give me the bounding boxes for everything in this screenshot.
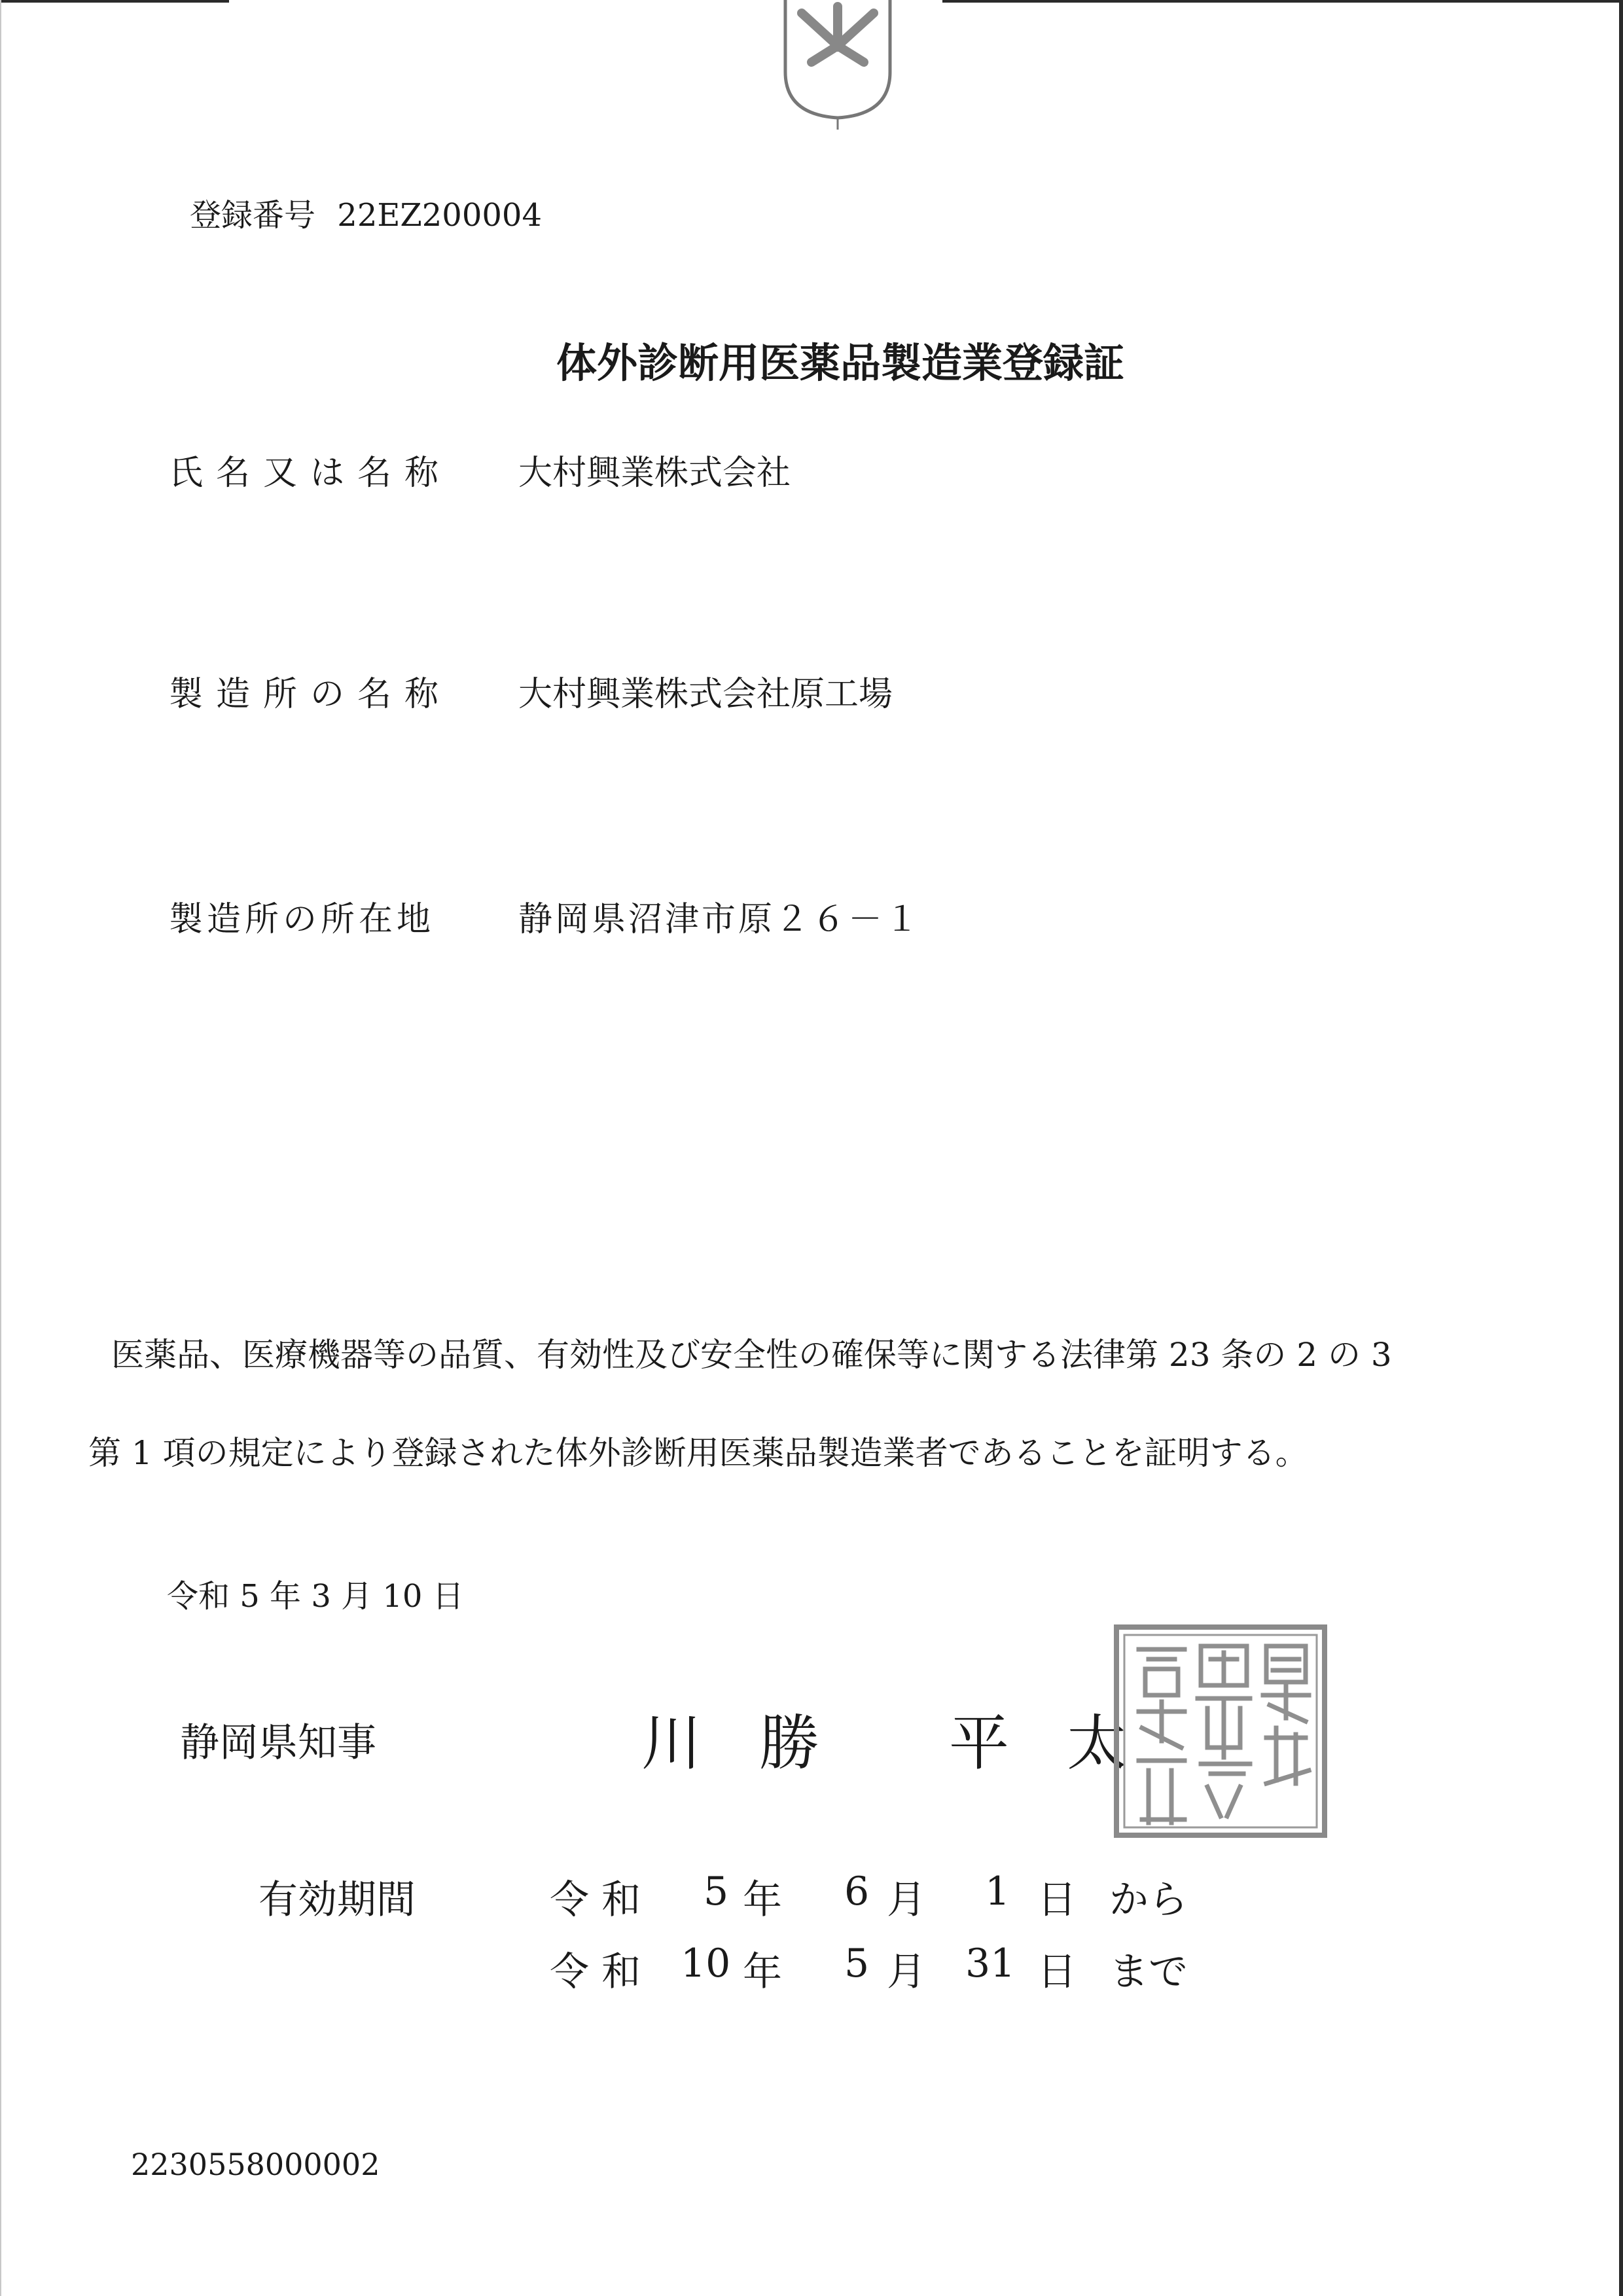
field-label-facility-name: 製造所の名称 [169,675,452,714]
issue-date: 令和 5 年 3 月 10 日 [167,1578,464,1615]
top-rule-left [0,0,229,3]
validity-to-year: 10 [681,1941,731,1986]
document-title: 体外診断用医薬品製造業登録証 [556,339,1125,387]
validity-from-month: 6 [844,1869,870,1914]
field-value-name: 大村興業株式会社 [518,454,791,493]
certification-text-line-2: 第 1 項の規定により登録された体外診断用医薬品製造業者であることを証明する。 [88,1434,1308,1472]
page-edge-right [1619,0,1623,2296]
validity-to-suffix: まで [1109,1949,1188,1995]
validity-from-era: 令 和 [550,1877,641,1923]
validity-to-month-unit: 月 [887,1949,926,1995]
signature-char-1: 川 [641,1708,702,1778]
validity-to-era: 令 和 [550,1949,641,1995]
seal-text: 静岡県知事之印 [1113,1613,1186,1626]
field-value-facility-name: 大村興業株式会社原工場 [518,675,893,714]
signature-char-3: 平 [949,1708,1010,1778]
stamp-top-partial [772,0,903,131]
validity-from-day-unit: 日 [1037,1877,1077,1923]
validity-to-month: 5 [844,1941,870,1986]
signature-char-4: 太 [1067,1708,1128,1778]
document-number: 2230558000002 [131,2147,380,2182]
top-rule-right [942,0,1623,3]
validity-to-day-unit: 日 [1037,1949,1077,1995]
validity-from-row [550,1869,1204,1921]
certification-text-line-1: 医薬品、医療機器等の品質、有効性及び安全性の確保等に関する法律第 23 条の 2 の 3 [111,1336,1392,1374]
validity-from-suffix: から [1109,1877,1188,1923]
validity-from-year-unit: 年 [743,1877,782,1923]
registration-number-label: 登録番号 [190,197,316,234]
issuer-signature-name [641,1695,1152,1778]
validity-from-day: 1 [985,1869,1010,1914]
registration-number-value: 22EZ200004 [337,197,542,234]
validity-to-year-unit: 年 [743,1949,782,1995]
validity-from-year: 5 [704,1869,729,1914]
official-seal [1113,1613,1329,1839]
signature-char-2: 勝 [759,1708,820,1778]
validity-label: 有効期間 [259,1877,416,1923]
issuer-title: 静岡県知事 [180,1720,376,1766]
page-edge-left [0,0,1,2296]
field-label-name: 氏名又は名称 [169,454,452,493]
field-value-facility-address: 静岡県沼津市原２６－１ [518,900,922,939]
validity-to-row [550,1941,1204,1993]
validity-to-day: 31 [965,1941,1016,1986]
validity-from-month-unit: 月 [887,1877,926,1923]
registration-number-row [190,190,542,235]
field-label-facility-address: 製造所の所在地 [169,900,435,939]
